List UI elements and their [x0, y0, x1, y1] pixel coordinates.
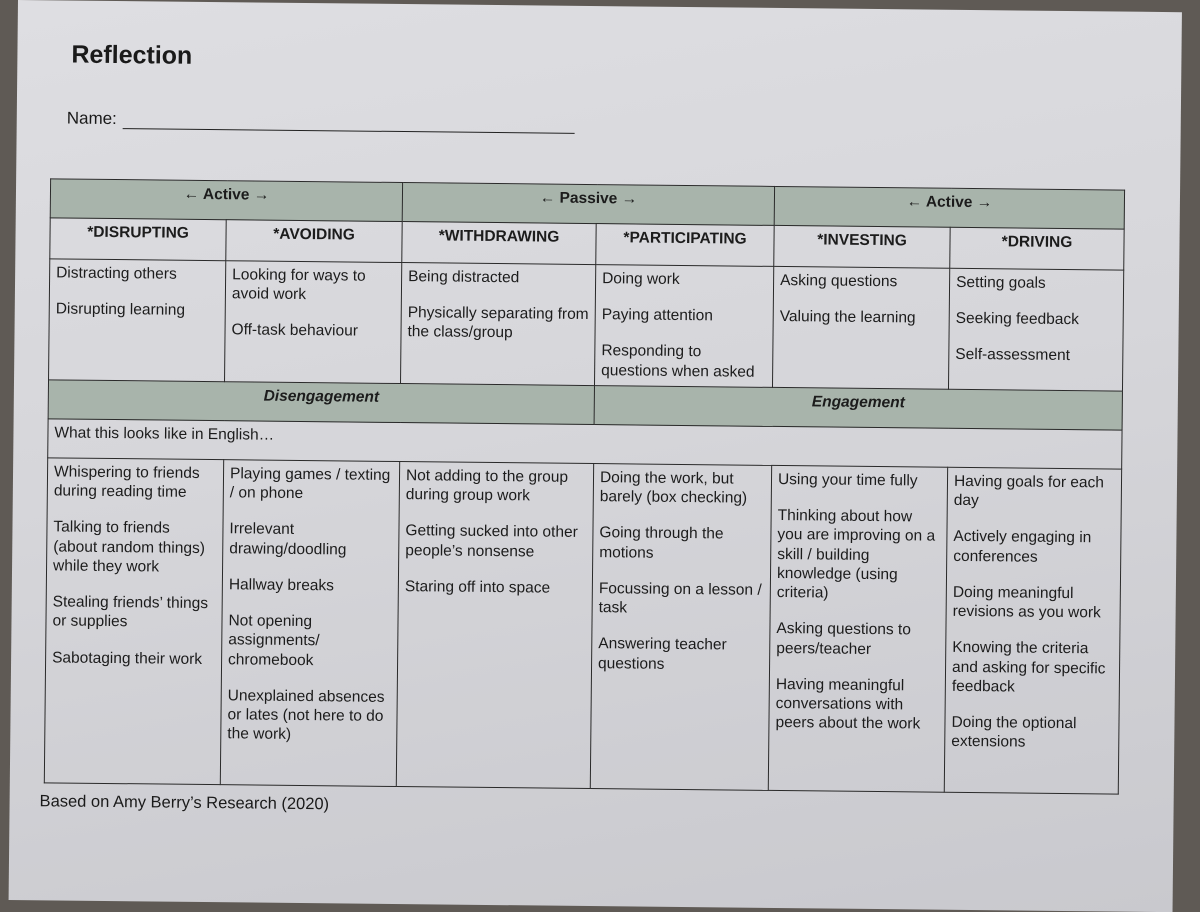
list-item: Seeking feedback	[955, 310, 1080, 329]
list-item: Asking questions to peers/teacher	[776, 620, 911, 658]
list-item: Answering teacher questions	[597, 635, 727, 673]
category-engagement: Engagement	[594, 386, 1122, 431]
list-item: Focussing on a lesson / task	[598, 579, 762, 617]
examples-withdrawing	[396, 462, 593, 789]
list-item: Using your time fully	[777, 470, 918, 490]
behaviors-row	[49, 259, 1124, 391]
list-item: Off-task behaviour	[231, 321, 359, 341]
list-item: Disrupting learning	[55, 300, 186, 319]
list-item: Being distracted	[408, 268, 520, 287]
examples-row	[44, 458, 1121, 794]
list-item: Hallway breaks	[228, 576, 335, 595]
behaviors-avoiding	[225, 261, 402, 384]
list-item: Having meaningful conversations with peers about the work	[775, 675, 921, 733]
category-disengagement: Disengagement	[48, 380, 594, 425]
name-row	[67, 109, 575, 134]
list-item: Playing games / texting / on phone	[229, 465, 391, 503]
list-item: Responding to questions when asked	[601, 342, 755, 381]
behaviors-driving	[948, 268, 1123, 391]
list-item: Physically separating from the class/group	[407, 304, 589, 342]
header-participating: *PARTICIPATING	[596, 224, 774, 267]
list-item: Getting sucked into other people’s nonsense	[405, 522, 578, 561]
header-disrupting: *DISRUPTING	[50, 218, 226, 261]
list-item: Not adding to the group during group work	[405, 467, 569, 505]
list-item: Unexplained absences or lates (not here to do the work)	[227, 686, 385, 744]
header-withdrawing: *WITHDRAWING	[402, 222, 596, 265]
list-item: Sabotaging their work	[52, 648, 203, 668]
examples-avoiding	[220, 460, 399, 787]
list-item: Knowing the criteria and asking for specific feedback	[951, 639, 1106, 696]
english-prompt: What this looks like in English…	[48, 419, 1122, 469]
engagement-table	[44, 178, 1125, 794]
list-item: Thinking about how you are improving on a skill / building knowledge (using criteria)	[776, 507, 936, 602]
header-investing: *INVESTING	[774, 225, 950, 268]
header-driving: *DRIVING	[950, 227, 1124, 270]
behaviors-withdrawing	[401, 263, 596, 386]
list-item: Whispering to friends during reading time	[53, 463, 200, 502]
band-passive: ← Passive →	[402, 183, 774, 226]
list-item: Setting goals	[956, 273, 1046, 292]
list-item: Staring off into space	[404, 577, 551, 597]
name-label: Name:	[66, 108, 117, 129]
list-item: Irrelevant drawing/doodling	[229, 520, 347, 559]
list-item: Valuing the learning	[779, 308, 916, 327]
list-item: Paying attention	[601, 306, 713, 325]
examples-disrupting	[44, 458, 223, 785]
worksheet-page	[9, 0, 1182, 912]
examples-participating	[590, 464, 771, 791]
list-item: Distracting others	[56, 264, 177, 283]
list-item: Stealing friends’ things or supplies	[52, 593, 209, 631]
list-item: Actively engaging in conferences	[953, 528, 1092, 566]
behaviors-disrupting	[49, 259, 226, 382]
name-field-line[interactable]	[123, 110, 575, 134]
list-item: Doing the work, but barely (box checking)	[599, 469, 748, 507]
list-item: Talking to friends (about random things) while they work	[52, 518, 205, 576]
list-item: Doing the optional extensions	[951, 713, 1077, 751]
header-avoiding: *AVOIDING	[226, 220, 402, 263]
list-item: Asking questions	[780, 271, 898, 291]
behaviors-participating	[594, 265, 773, 388]
examples-investing	[768, 465, 947, 792]
list-item: Doing work	[602, 270, 680, 288]
list-item: Looking for ways to avoid work	[231, 266, 366, 304]
list-item: Having goals for each day	[953, 472, 1105, 510]
list-item: Self-assessment	[955, 346, 1071, 365]
list-item: Not opening assignments/ chromebook	[228, 612, 320, 669]
examples-driving	[944, 467, 1121, 794]
band-active-right: ← Active →	[774, 186, 1124, 229]
band-active-left: ← Active →	[50, 179, 402, 222]
list-item: Doing meaningful revisions as you work	[952, 583, 1101, 622]
behaviors-investing	[773, 266, 950, 389]
source-citation: Based on Amy Berry’s Research (2020)	[39, 792, 330, 814]
page-title: Reflection	[71, 40, 193, 70]
list-item: Going through the motions	[599, 524, 724, 562]
